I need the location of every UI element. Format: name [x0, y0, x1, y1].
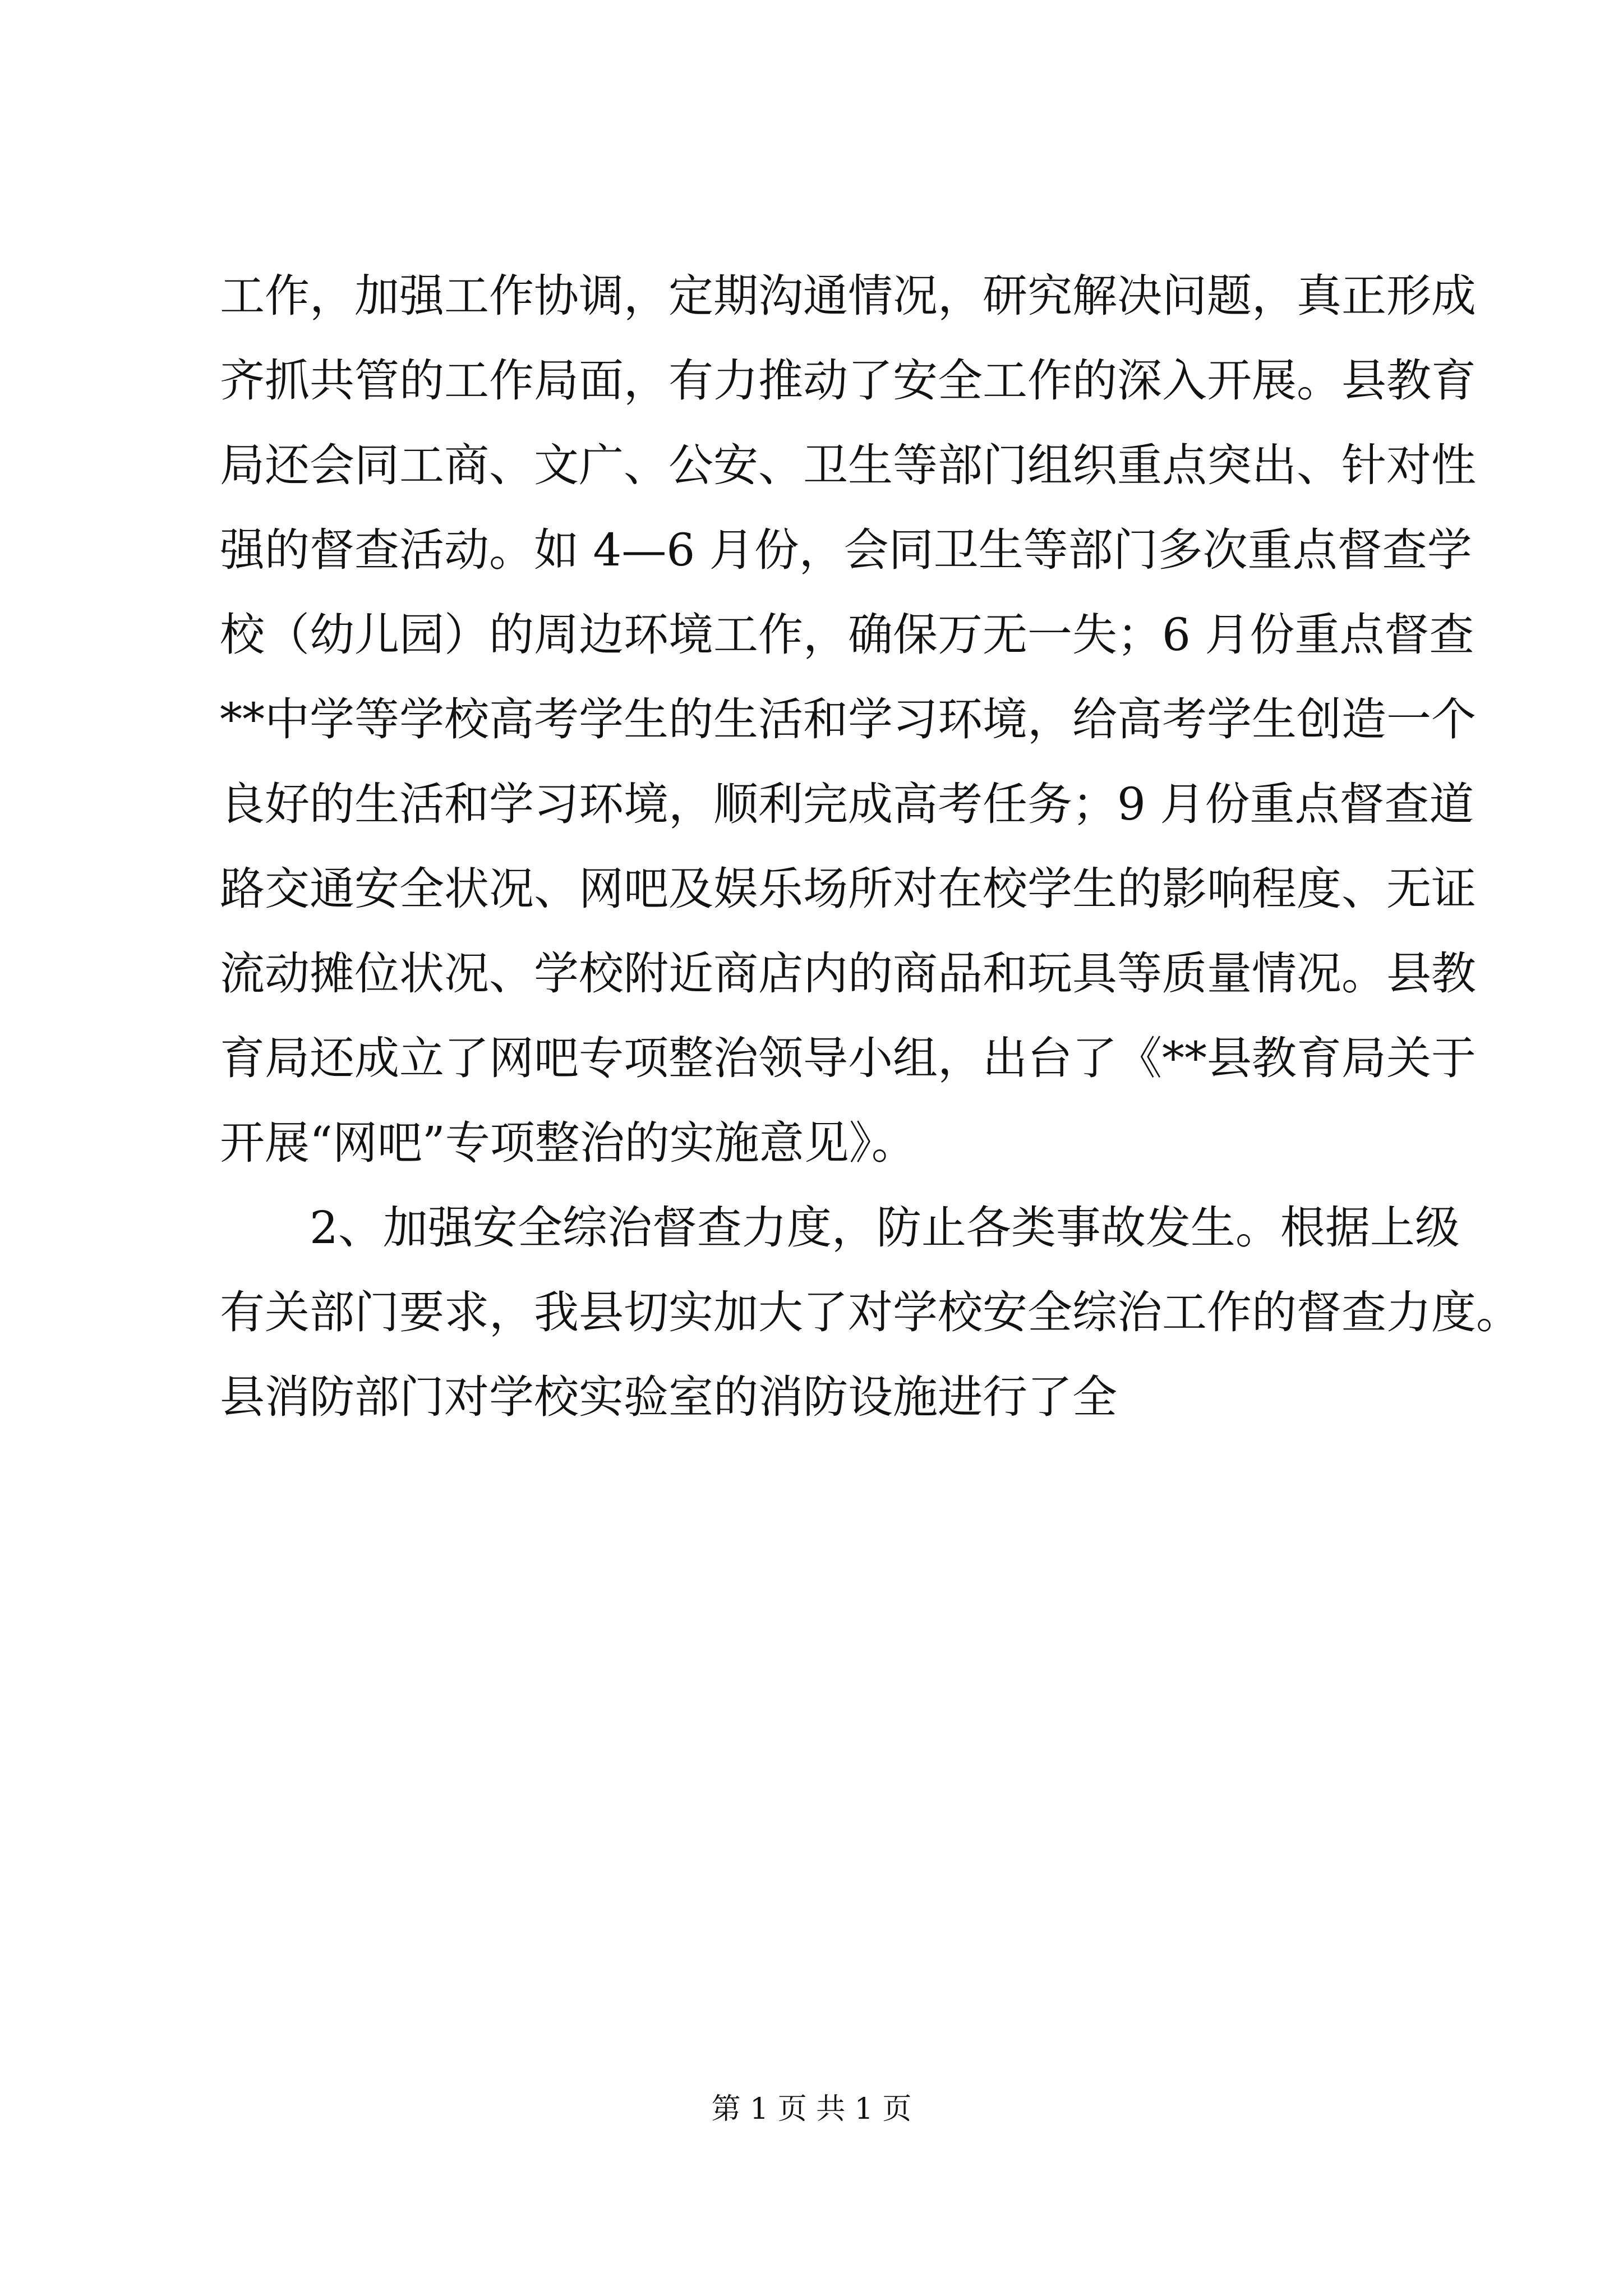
paragraph-2-line-2: 有关部门要求，我县切实加大了对学校安全综治工作的督查力度。	[220, 1286, 1521, 1338]
document-body	[220, 254, 1521, 1439]
paragraph-1-line-1: 工作，加强工作协调，定期沟通情况，研究解决问题，真正形成	[220, 270, 1476, 322]
paragraph-1-line-3: 局还会同工商、文广、公安、卫生等部门组织重点突出、针对性	[220, 439, 1476, 491]
paragraph-1-line-9: 流动摊位状况、学校附近商店内的商品和玩具等质量情况。县教	[220, 947, 1476, 1000]
paragraph-1-line-10: 育局还成立了网吧专项整治领导小组，出台了《**县教育局关于	[220, 1032, 1476, 1084]
paragraph-1-line-6: **中学等学校高考学生的生活和学习环境，给高考学生创造一个	[220, 693, 1476, 746]
paragraph-2-line-3: 县消防部门对学校实验室的消防设施进行了全	[220, 1371, 1117, 1423]
paragraph-1-line-8: 路交通安全状况、网吧及娱乐场所对在校学生的影响程度、无证	[220, 863, 1476, 915]
page-footer	[0, 2090, 1623, 2129]
paragraph-1-line-7: 良好的生活和学习环境，顺利完成高考任务；9 月份重点督查道	[220, 778, 1474, 830]
paragraph-2-line-1: 2、加强安全综治督查力度，防止各类事故发生。根据上级	[310, 1202, 1460, 1254]
paragraph-1-line-4: 强的督查活动。如 4—6 月份，会同卫生等部门多次重点督查学	[220, 524, 1472, 576]
paragraph-1-line-5: 校（幼儿园）的周边环境工作，确保万无一失；6 月份重点督查	[220, 609, 1474, 661]
page-number-label: 第 1 页 共 1 页	[711, 2092, 912, 2126]
paragraph-1-line-2: 齐抓共管的工作局面，有力推动了安全工作的深入开展。县教育	[220, 355, 1476, 407]
paragraph-1-line-11: 开展“网吧”专项整治的实施意见》。	[220, 1117, 916, 1169]
